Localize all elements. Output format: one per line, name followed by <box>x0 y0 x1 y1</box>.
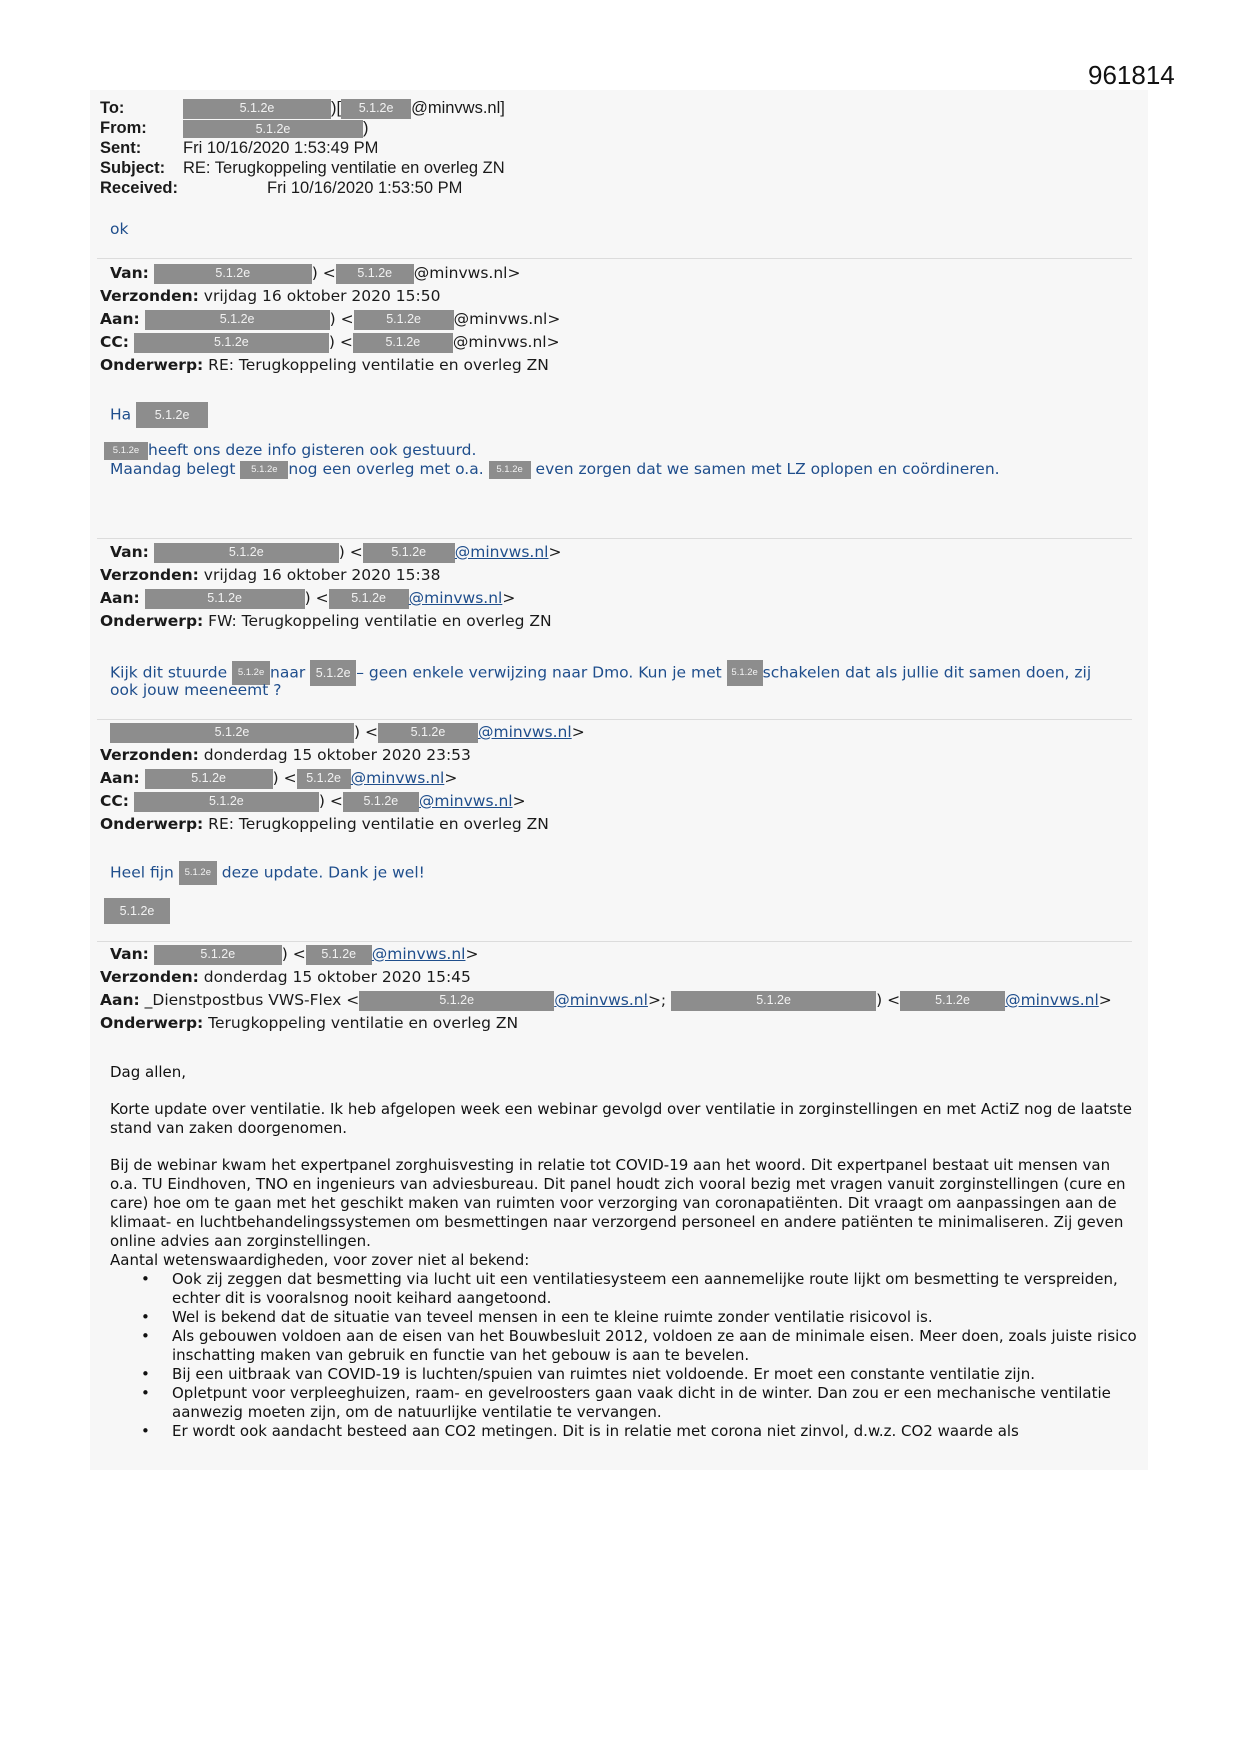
body-greeting: Dag allen, <box>110 1063 187 1081</box>
email2-aan-row <box>100 308 560 331</box>
list-item <box>141 1327 1140 1365</box>
verzonden-label: Verzonden: <box>100 566 199 584</box>
email2-van-row <box>100 262 560 285</box>
bracket: > <box>512 792 526 810</box>
email3-header <box>100 541 561 633</box>
redaction: 5.1.2e <box>363 543 455 563</box>
verzonden-value: vrijdag 16 oktober 2020 15:50 <box>203 287 441 305</box>
redaction: 5.1.2e <box>154 945 282 965</box>
text: – geen enkele verwijzing naar Dmo. Kun je met <box>356 663 722 682</box>
cc-label: CC: <box>100 792 129 810</box>
separator: ) < <box>338 543 363 561</box>
email2-cc-row <box>100 331 560 354</box>
reply-text-ok: ok <box>110 220 129 238</box>
bracket: > <box>465 945 479 963</box>
onderwerp-value: FW: Terugkoppeling ventilatie en overleg ZN <box>208 612 552 630</box>
redaction: 5.1.2e <box>329 589 409 609</box>
redaction: 5.1.2e <box>179 861 217 885</box>
list-item-text: Bij een uitbraak van COVID-19 is luchten/spuien van ruimtes niet voldoende. Er moet een constante ventilatie zijn. <box>172 1365 1035 1383</box>
email3-verzonden-row <box>100 564 561 587</box>
body-list-intro: Aantal wetenswaardigheden, voor zover niet al bekend: <box>110 1251 530 1269</box>
redaction: 5.1.2e <box>145 589 305 609</box>
line2-text-b: nog een overleg met o.a. <box>288 460 484 478</box>
email-domain: @minvws.nl> <box>453 310 561 328</box>
to-value <box>183 98 505 119</box>
email2-line2 <box>110 460 1000 479</box>
separator: ) < <box>876 991 901 1009</box>
redaction: 5.1.2e <box>136 402 208 428</box>
email-link[interactable]: @minvws.nl <box>554 991 648 1009</box>
from-label: From: <box>100 119 147 137</box>
email-domain: @minvws.nl> <box>413 264 521 282</box>
verzonden-value: donderdag 15 oktober 2020 15:45 <box>203 968 471 986</box>
redaction: 5.1.2e <box>671 991 876 1011</box>
redaction: 5.1.2e <box>343 792 419 812</box>
onderwerp-label: Onderwerp: <box>100 356 204 374</box>
text: Heel fijn <box>110 863 174 882</box>
verzonden-value: vrijdag 16 oktober 2020 15:38 <box>203 566 441 584</box>
email5-aan-row <box>100 989 1112 1012</box>
bullet-icon: • <box>141 1327 150 1345</box>
redaction: 5.1.2e <box>232 661 270 685</box>
verzonden-label: Verzonden: <box>100 746 199 764</box>
list-item-text: Wel is bekend dat de situatie van teveel mensen in een te kleine ruimte zonder ventilatie risicovol is. <box>172 1308 933 1326</box>
from-close: ) <box>363 119 369 137</box>
email4-verzonden-row <box>100 744 585 767</box>
line1-text: heeft ons deze info gisteren ook gestuurd. <box>148 441 477 459</box>
email-link[interactable]: @minvws.nl <box>350 769 445 787</box>
email3-van-row <box>100 541 561 564</box>
list-item-text: Er wordt ook aandacht besteed aan CO2 metingen. Dit is in relatie met corona niet zinvol, d.w.z. CO2 waarde als <box>172 1422 1019 1440</box>
redaction: 5.1.2e <box>353 333 453 353</box>
email-link[interactable]: @minvws.nl <box>408 589 503 607</box>
bracket: > <box>1098 991 1112 1009</box>
email4-cc-row <box>100 790 585 813</box>
divider <box>97 941 1132 942</box>
redaction: 5.1.2e <box>104 442 148 460</box>
bullet-icon: • <box>141 1308 150 1326</box>
line2-text-a: Maandag belegt <box>110 460 236 478</box>
list-item <box>141 1422 1140 1441</box>
email4-line1 <box>110 861 425 885</box>
redaction: 5.1.2e <box>145 769 273 789</box>
subject-value: RE: Terugkoppeling ventilatie en overleg ZN <box>183 159 505 177</box>
redaction: 5.1.2e <box>134 333 329 353</box>
verzonden-value: donderdag 15 oktober 2020 23:53 <box>203 746 471 764</box>
email4-signature <box>104 898 170 924</box>
email-link[interactable]: @minvws.nl <box>1005 991 1099 1009</box>
van-label: Van: <box>110 945 149 963</box>
redaction: 5.1.2e <box>306 945 372 965</box>
list-item <box>141 1365 1140 1384</box>
separator: ) < <box>329 310 354 328</box>
line2-text-c: even zorgen dat we samen met LZ oplopen en coördineren. <box>535 460 1000 478</box>
aan-label: Aan: <box>100 310 140 328</box>
aan-prefix: _Dienstpostbus VWS-Flex < <box>144 991 360 1009</box>
redaction: 5.1.2e <box>104 898 170 924</box>
email-link[interactable]: @minvws.nl <box>454 543 549 561</box>
onderwerp-label: Onderwerp: <box>100 612 204 630</box>
list-item <box>141 1384 1140 1422</box>
bullet-list <box>110 1270 1140 1441</box>
redaction: 5.1.2e <box>110 723 354 743</box>
bullet-icon: • <box>141 1384 150 1402</box>
email-link[interactable]: @minvws.nl <box>418 792 513 810</box>
sent-label: Sent: <box>100 139 142 157</box>
email3-line2: ook jouw meeneemt ? <box>110 681 282 699</box>
bracket: > <box>571 723 585 741</box>
email-body <box>110 1063 1140 1441</box>
redaction: 5.1.2e <box>336 264 414 284</box>
separator: ) < <box>272 769 297 787</box>
verzonden-label: Verzonden: <box>100 968 199 986</box>
separator: ) < <box>328 333 353 351</box>
redaction: 5.1.2e <box>183 120 363 138</box>
body-paragraph-2: Bij de webinar kwam het expertpanel zorghuisvesting in relatie tot COVID-19 aan het woord. Dit expertpanel bestaat uit mensen van o.a. TU Eindhoven, TNO en ingenieurs van adviesbureau. Dit panel houdt zich vooral bezig met vragen vanuit zorginstellingen (cure en care) hoe om te gaan met het geschikt maken van ruimten voor verzorging van coronapatiënten. Dit vraagt om aanpassingen aan de klimaat- en luchtbehandelingssystemen om besmettingen naar verzorgend personeel en andere patiënten te minimaliseren. Zij geven online advies aan zorginstellingen. <box>110 1156 1126 1250</box>
to-domain: @minvws.nl] <box>411 99 505 117</box>
received-label: Received: <box>100 179 178 197</box>
list-item-text: Opletpunt voor verpleeghuizen, raam- en gevelroosters gaan vaak dicht in de winter. Dan zou er een mechanische ventilatie aanwezig moeten zijn, om de natuurlijke ventilatie te vervangen. <box>172 1384 1111 1421</box>
sent-value: Fri 10/16/2020 1:53:49 PM <box>183 139 379 157</box>
aan-label: Aan: <box>100 991 140 1009</box>
redaction: 5.1.2e <box>154 264 312 284</box>
email5-van-row <box>100 943 1112 966</box>
email2-onderwerp-row <box>100 354 560 377</box>
to-label: To: <box>100 99 125 117</box>
bracket: > <box>444 769 458 787</box>
redaction: 5.1.2e <box>154 543 339 563</box>
redaction: 5.1.2e <box>727 660 763 686</box>
from-value <box>183 118 369 138</box>
email-link[interactable]: @minvws.nl <box>371 945 466 963</box>
verzonden-label: Verzonden: <box>100 287 199 305</box>
redaction: 5.1.2e <box>310 660 356 686</box>
separator: ) < <box>281 945 306 963</box>
redaction: 5.1.2e <box>900 991 1005 1011</box>
bullet-icon: • <box>141 1365 150 1383</box>
separator: ) < <box>304 589 329 607</box>
email2-verzonden-row <box>100 285 560 308</box>
redaction: 5.1.2e <box>145 310 330 330</box>
received-value: Fri 10/16/2020 1:53:50 PM <box>267 179 463 197</box>
list-item <box>141 1308 1140 1327</box>
email4-header <box>100 721 585 836</box>
greeting-text: Ha <box>110 405 132 424</box>
body-paragraph-1: Korte update over ventilatie. Ik heb afgelopen week een webinar gevolgd over ventilatie in zorginstellingen en met ActiZ nog de laatste stand van zaken doorgenomen. <box>110 1100 1133 1137</box>
separator: ) < <box>318 792 343 810</box>
redaction: 5.1.2e <box>183 99 331 119</box>
cc-label: CC: <box>100 333 129 351</box>
email-link[interactable]: @minvws.nl <box>477 723 572 741</box>
email5-verzonden-row <box>100 966 1112 989</box>
list-item-text: Als gebouwen voldoen aan de eisen van het Bouwbesluit 2012, voldoen ze aan de minimale eisen. Meer doen, zoals juiste risico inschatting maken van gebruik en functie van het gebouw is aan te bevelen. <box>172 1327 1137 1364</box>
aan-label: Aan: <box>100 769 140 787</box>
aan-label: Aan: <box>100 589 140 607</box>
list-item-text: Ook zij zeggen dat besmetting via lucht uit een ventilatiesysteem een aannemelijke route lijkt om besmetting te verspreiden, echter dit is vooralsnog nooit keihard aangetoond. <box>172 1270 1118 1307</box>
redaction: 5.1.2e <box>341 99 411 119</box>
separator: ) < <box>311 264 336 282</box>
text: schakelen dat als jullie dit samen doen, zij <box>762 663 1092 682</box>
email4-onderwerp-row <box>100 813 585 836</box>
document-number: 961814 <box>1088 60 1175 90</box>
bracket: > <box>502 589 516 607</box>
divider <box>97 258 1132 259</box>
email3-aan-row <box>100 587 561 610</box>
email2-greeting <box>110 402 208 428</box>
bracket: > <box>548 543 562 561</box>
email3-onderwerp-row <box>100 610 561 633</box>
onderwerp-value: Terugkoppeling ventilatie en overleg ZN <box>208 1014 519 1032</box>
redaction: 5.1.2e <box>378 723 478 743</box>
text: Kijk dit stuurde <box>110 663 228 682</box>
subject-label: Subject: <box>100 159 166 177</box>
redaction: 5.1.2e <box>134 792 319 812</box>
redaction: 5.1.2e <box>354 310 454 330</box>
separator: ) < <box>354 723 378 741</box>
bullet-icon: • <box>141 1422 150 1440</box>
onderwerp-value: RE: Terugkoppeling ventilatie en overleg ZN <box>208 356 549 374</box>
redaction: 5.1.2e <box>240 461 288 479</box>
email-domain: @minvws.nl> <box>452 333 560 351</box>
separator: >; <box>647 991 667 1009</box>
email4-aan-row <box>100 767 585 790</box>
bullet-icon: • <box>141 1270 150 1288</box>
onderwerp-value: RE: Terugkoppeling ventilatie en overleg ZN <box>208 815 549 833</box>
redaction: 5.1.2e <box>359 991 554 1011</box>
text: naar <box>270 663 306 682</box>
email5-onderwerp-row <box>100 1012 1112 1035</box>
list-item <box>141 1270 1140 1308</box>
redaction: 5.1.2e <box>297 769 351 789</box>
divider <box>97 719 1132 720</box>
to-separator: )[ <box>331 99 342 117</box>
onderwerp-label: Onderwerp: <box>100 1014 204 1032</box>
email2-line1 <box>104 441 476 460</box>
email4-van-row <box>100 721 585 744</box>
van-label: Van: <box>110 543 149 561</box>
onderwerp-label: Onderwerp: <box>100 815 204 833</box>
van-label: Van: <box>110 264 149 282</box>
redaction: 5.1.2e <box>489 461 531 479</box>
email5-header <box>100 943 1112 1035</box>
text: deze update. Dank je wel! <box>221 863 425 882</box>
divider <box>97 538 1132 539</box>
email2-header <box>100 262 560 377</box>
